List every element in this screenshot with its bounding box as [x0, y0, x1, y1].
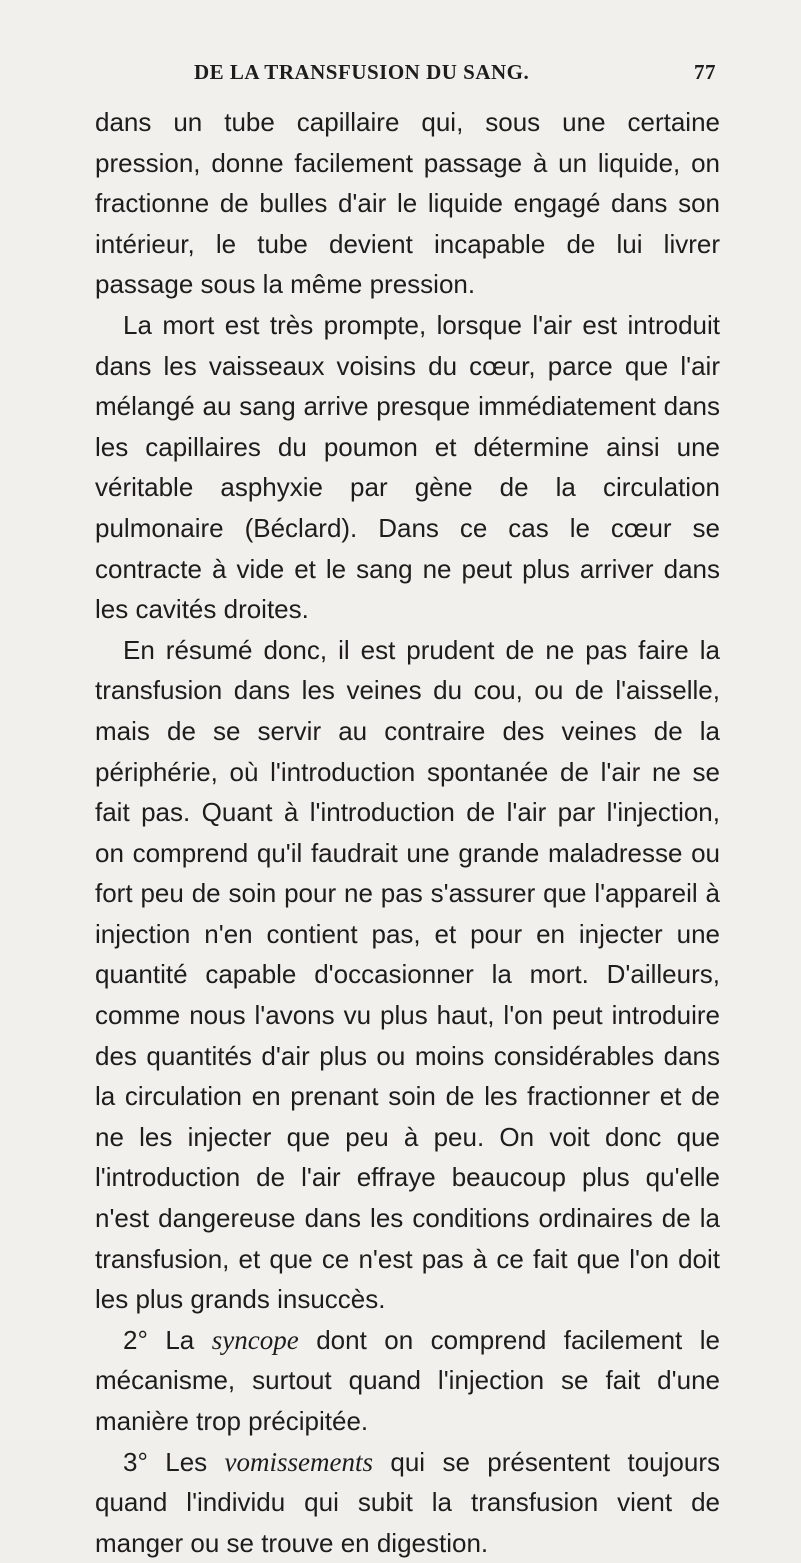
item-lead: Les — [165, 1446, 208, 1477]
paragraph-syncope — [95, 1320, 720, 1442]
paragraph-continuation: dans un tube capillaire qui, sous une certaine pression, donne facilement passage à un liquide, on fractionne de bulles d'air le liquide engagé dans son intérieur, le tube devient incapable de lui livrer passage sous la même pression. — [95, 107, 720, 300]
emphasis-term: syncope — [211, 1324, 299, 1355]
emphasis-term: vomissements — [224, 1446, 374, 1477]
paragraph-vomiting — [95, 1442, 720, 1563]
paragraph-air-death: La mort est très prompte, lorsque l'air est introduit dans les vaisseaux voisins du cœur, parce que l'air mélangé au sang arrive presque immédiatement dans les capillaires du poumon et détermine ainsi une véritable asphyxie par gène de la circulation pulmonaire (Béclard). Dans ce cas le cœur se contracte à vide et le sang ne peut plus arriver dans les cavités droites. — [95, 309, 720, 625]
page-number: 77 — [694, 60, 716, 84]
item-lead: La — [165, 1324, 195, 1355]
running-title: DE LA TRANSFUSION DU SANG. — [194, 60, 530, 84]
page-header — [194, 60, 716, 90]
item-text: qui se présentent toujours quand l'individu qui subit la transfusion vient de manger ou se trouve en digestion. — [95, 1446, 720, 1558]
body-text — [95, 102, 720, 1563]
item-number: 3° — [123, 1446, 148, 1477]
item-number: 2° — [123, 1324, 148, 1355]
paragraph-summary: En résumé donc, il est prudent de ne pas faire la transfusion dans les veines du cou, ou de l'aisselle, mais de se servir au contraire des veines de la périphérie, où l'introduction spontanée de l'air ne se fait pas. Quant à l'introduction de l'air par l'injection, on comprend qu'il faudrait une grande maladresse ou fort peu de soin pour ne pas s'assurer que l'appareil à injection n'en contient pas, et pour en injecter une quantité capable d'occasionner la mort. D'ailleurs, comme nous l'avons vu plus haut, l'on peut introduire des quantités d'air plus ou moins considérables dans la circulation en prenant soin de les fractionner et de ne les injecter que peu à peu. On voit donc que l'introduction de l'air effraye beaucoup plus qu'elle n'est dangereuse dans les conditions ordinaires de la transfusion, et que ce n'est pas à ce fait que l'on doit les plus grands insuccès. — [95, 634, 720, 1315]
item-text: dont on comprend facilement le mécanisme, surtout quand l'injection se fait d'une manière trop précipitée. — [95, 1324, 720, 1436]
